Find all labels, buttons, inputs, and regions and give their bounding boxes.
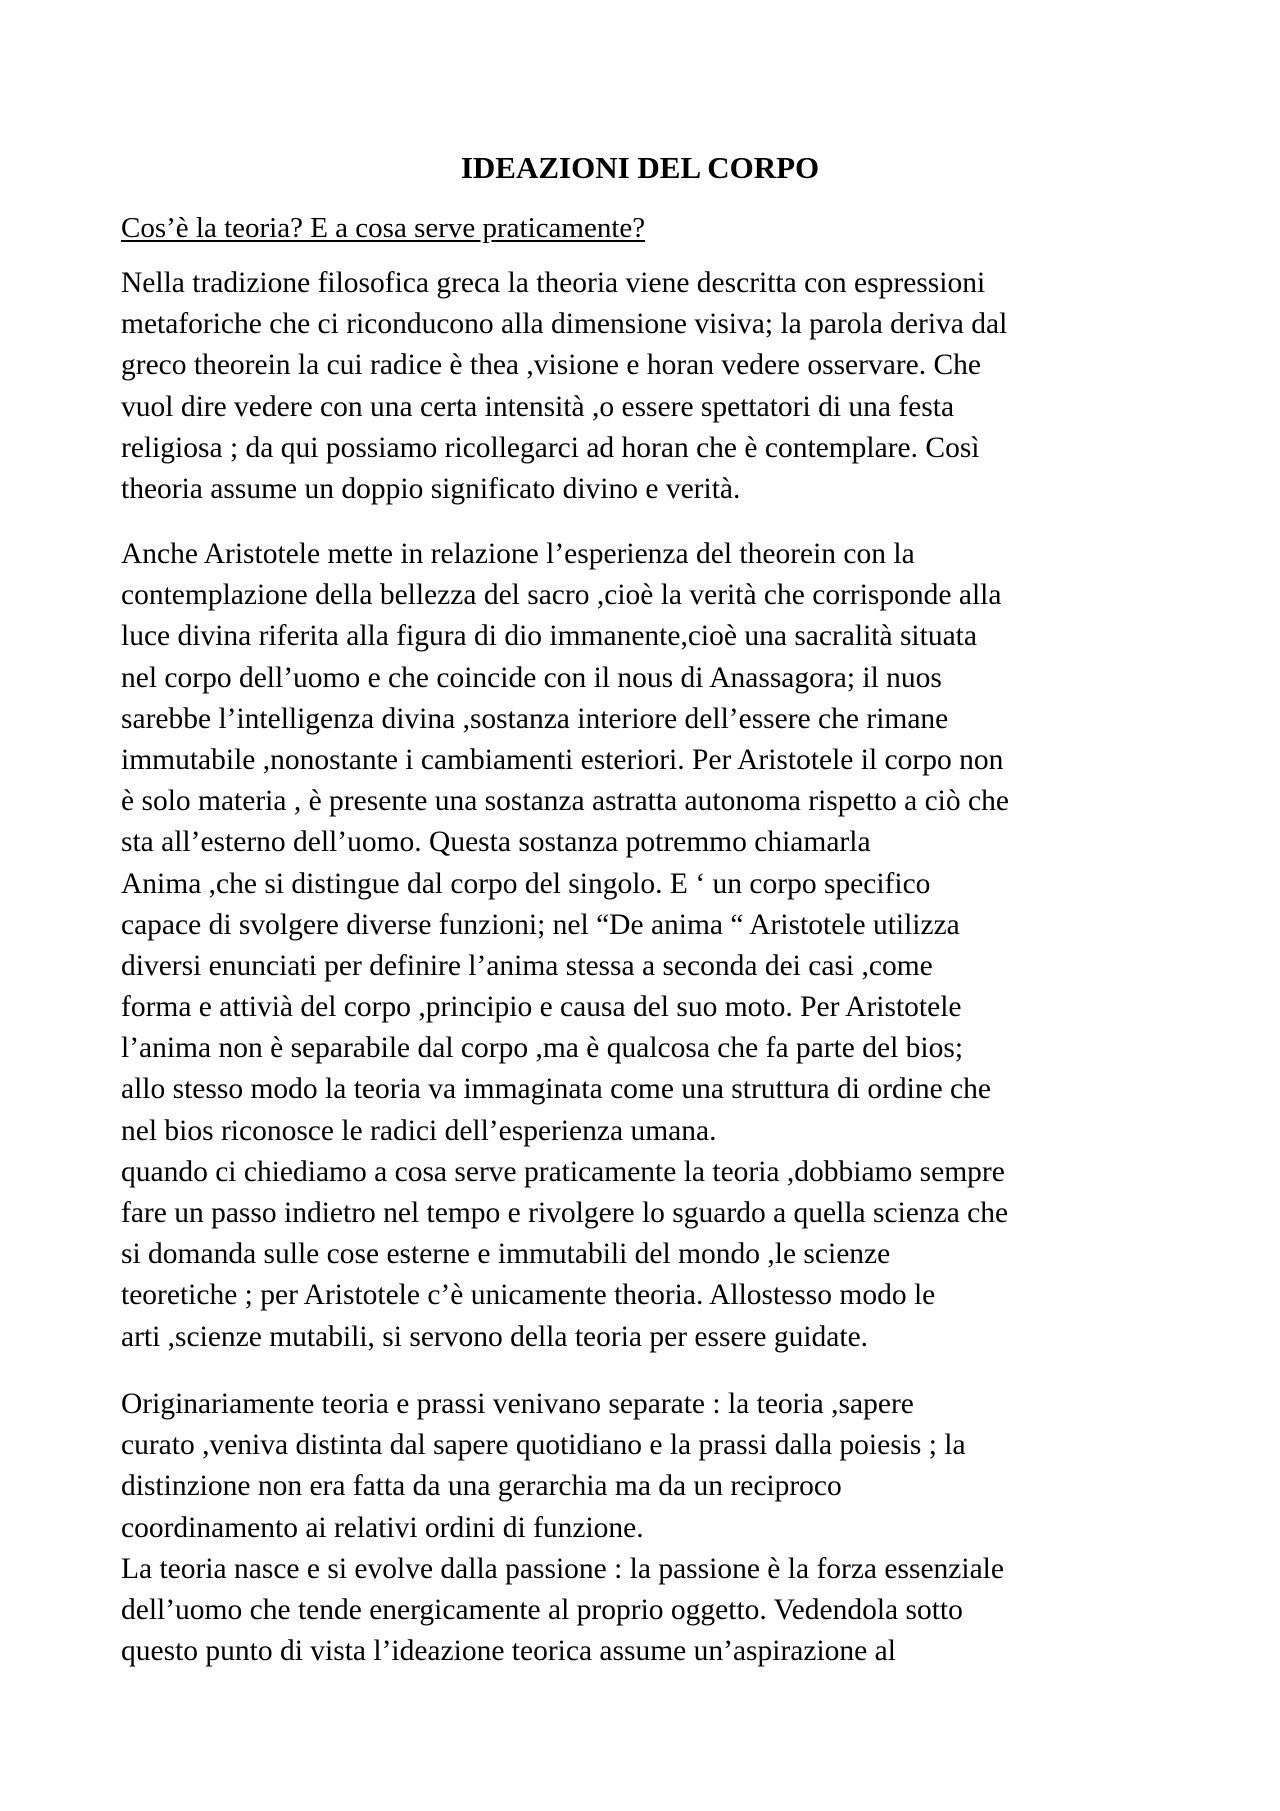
- paragraph-line: metaforiche che ci riconducono alla dimensione visiva; la parola deriva dal: [121, 308, 1008, 341]
- paragraph-line: questo punto di vista l’ideazione teorica assume un’aspirazione al: [121, 1635, 896, 1668]
- paragraph-line: coordinamento ai relativi ordini di funzione.: [121, 1511, 644, 1544]
- paragraph-line: Originariamente teoria e prassi venivano separate : la teoria ,sapere: [121, 1388, 914, 1420]
- paragraph-line: sta all’esterno dell’uomo. Questa sostanza potremmo chiamarla: [121, 826, 871, 859]
- paragraph-line: luce divina riferita alla figura di dio immanente,cioè una sacralità situata: [121, 620, 977, 653]
- paragraph-line: teoretiche ; per Aristotele c’è unicamente theoria. Allostesso modo le: [121, 1279, 936, 1312]
- paragraph-line: arti ,scienze mutabili, si servono della teoria per essere guidate.: [121, 1320, 869, 1353]
- paragraph-3: [121, 1384, 1181, 1672]
- paragraph-line: diversi enunciati per definire l’anima stessa a seconda dei casi ,come: [121, 949, 933, 982]
- paragraph-line: religiosa ; da qui possiamo ricollegarci ad horan che è contemplare. Così: [121, 431, 980, 464]
- paragraph-line: sarebbe l’intelligenza divina ,sostanza interiore dell’essere che rimane: [121, 702, 949, 735]
- paragraph-line: distinzione non era fatta da una gerarchia ma da un reciproco: [121, 1470, 842, 1503]
- paragraph-line: curato ,veniva distinta dal sapere quotidiano e la prassi dalla poiesis ; la: [121, 1429, 966, 1462]
- paragraph-line: La teoria nasce e si evolve dalla passione : la passione è la forza essenziale: [121, 1552, 1004, 1585]
- paragraph-1: [121, 263, 1181, 510]
- paragraph-line: si domanda sulle cose esterne e immutabili del mondo ,le scienze: [121, 1238, 891, 1271]
- paragraph-line: Anche Aristotele mette in relazione l’esperienza del theorein con la: [121, 538, 915, 570]
- paragraph-line: l’anima non è separabile dal corpo ,ma è qualcosa che fa parte del bios;: [121, 1032, 964, 1065]
- document-subtitle: Cos’è la teoria? E a cosa serve praticamente?: [121, 212, 646, 244]
- paragraph-line: quando ci chiediamo a cosa serve praticamente la teoria ,dobbiamo sempre: [121, 1155, 1005, 1188]
- paragraph-line: Nella tradizione filosofica greca la theoria viene descritta con espressioni: [121, 267, 986, 299]
- paragraph-line: allo stesso modo la teoria va immaginata come una struttura di ordine che: [121, 1073, 991, 1106]
- paragraph-line: è solo materia , è presente una sostanza astratta autonoma rispetto a ciò che: [121, 785, 1009, 818]
- paragraph-line: nel corpo dell’uomo e che coincide con il nous di Anassagora; il nuos: [121, 661, 942, 694]
- paragraph-line: theoria assume un doppio significato divino e verità.: [121, 472, 741, 505]
- paragraph-line: vuol dire vedere con una certa intensità ,o essere spettatori di una festa: [121, 390, 955, 423]
- paragraph-line: nel bios riconosce le radici dell’esperienza umana.: [121, 1114, 717, 1147]
- paragraph-line: contemplazione della bellezza del sacro ,cioè la verità che corrisponde alla: [121, 579, 1002, 612]
- paragraph-2: [121, 534, 1181, 1358]
- paragraph-line: fare un passo indietro nel tempo e rivolgere lo sguardo a quella scienza che: [121, 1197, 1009, 1229]
- document-title: IDEAZIONI DEL CORPO: [460, 150, 820, 185]
- paragraph-line: immutabile ,nonostante i cambiamenti esteriori. Per Aristotele il corpo non: [121, 743, 1004, 776]
- paragraph-line: capace di svolgere diverse funzioni; nel “De anima “ Aristotele utilizza: [121, 908, 960, 941]
- paragraph-line: dell’uomo che tende energicamente al proprio oggetto. Vedendola sotto: [121, 1593, 963, 1626]
- paragraph-line: greco theorein la cui radice è thea ,visione e horan vedere osservare. Che: [121, 349, 982, 382]
- paragraph-line: forma e attivià del corpo ,principio e causa del suo moto. Per Aristotele: [121, 991, 962, 1024]
- paragraph-line: Anima ,che si distingue dal corpo del singolo. E ‘ un corpo specifico: [121, 867, 931, 900]
